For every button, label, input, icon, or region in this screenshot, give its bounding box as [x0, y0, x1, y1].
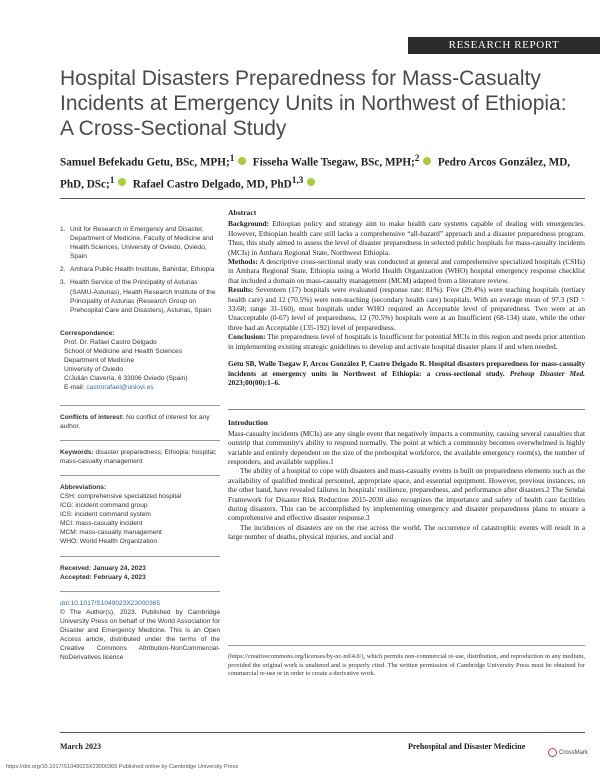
sidebar-divider — [60, 405, 220, 406]
affiliation-item: 2. Amhara Public Health Institute, Bahirdar, Ethiopia — [60, 266, 215, 274]
crossmark-icon — [548, 748, 557, 757]
article-type-banner: RESEARCH REPORT — [408, 37, 600, 54]
author-affiliation-sup: 1,3 — [291, 175, 304, 186]
correspondence: Correspondence: Prof. Dr. Rafael Castro Delgado School of Medicine and Health Sciences Department of Medicine University of Oviedo C/Julián Clavería, 6 33006 Oviedo (Spain) E-mail: castrorafael@uniovi.es — [60, 329, 188, 392]
main-column — [228, 208, 585, 542]
header-divider — [60, 198, 585, 199]
license-notice: (https://creativecommons.org/licenses/by-nc-nd/4.0/), which permits non-commercial re-use, distribution, and reproduction in any medium, provided the original work is unaltered and is properly cited. The written permission of Cambridge University Press must be obtained for commercial re-use or in order to create a derivative work. — [228, 645, 585, 679]
sidebar-divider — [60, 556, 220, 557]
doi-link[interactable]: doi:10.1017/S1049023X23000365 — [60, 599, 161, 607]
affiliation-item: 1. Unit for Research in Emergency and Disaster, Department of Medicine, Faculty of Medicine and Health Sciences, University of Oviedo, Oviedo, Spain — [60, 226, 214, 261]
author-name: Pedro Arcos González, MD, PhD, DSc; — [60, 156, 571, 191]
abbreviations: Abbreviations: CSH: comprehensive specialized hospital ICG: incident command group ICS: incident command system MCI: mass-casualty incident MCM: mass-casualty management WHO: World Health Organization — [60, 483, 220, 547]
orcid-icon[interactable] — [307, 178, 315, 186]
author-affiliation-sup: 1 — [109, 175, 115, 186]
sidebar-divider — [60, 591, 220, 592]
sidebar-divider — [60, 440, 220, 441]
footer-divider — [60, 732, 585, 733]
intro-paragraph: Mass-casualty incidents (MCIs) are any single event that negatively impacts a community, causing several casualties that outstrip that community's ability to respond normally. The point at which a community becomes overwhelmed is highly variable and entirely dependent on the size of the prehospital workforce, the available emergency room(s), the number of responders, and available supplies.1 — [228, 428, 585, 466]
citation: Getu SB, Walle Tsegaw F, Arcos González P, Castro Delgado R. Hospital disasters preparedness for mass-casualty incidents at emergency units in Northwest of Ethiopia: a cross-sectional study. Prehosp Disaster Med. 2023;00(00):1–6. — [228, 359, 585, 387]
abbreviation-item: ICS: incident command system — [60, 511, 151, 519]
abbreviation-item: MCM: mass-casualty management — [60, 529, 162, 537]
abstract-background: Background: Ethiopian policy and strategy aim to make health care systems capable of dealing with emergencies. However, Ethiopian health care still lacks a comprehensive “all-hazard” approach and a disaster preparedness program. Thus, this study aimed to assess the level of disaster preparedness in selected public hospitals for mass-casualty incidents (MCIs) in Amhara Regional State, Northwest Ethiopia. — [228, 219, 585, 257]
intro-paragraph: The incidences of disasters are on the rise across the world. The occurrence of catastrophic events will result in a large number of deaths, physical injuries, and social and — [228, 522, 585, 542]
orcid-icon[interactable] — [423, 157, 431, 165]
article-sidebar — [60, 225, 220, 662]
abstract-results: Results: Seventeen (17) hospitals were evaluated (response rate: 81%). Five (29.4%) were teaching hospitals (tertiary health care) and 12 (70.5%) were non-teaching (secondary health care) hospitals. With an average mean of 97.3 (SD = 33.68; range 31-160), most hospitals under WHO required an Acceptable level of preparedness. Two were at an Unacceptable (0-67) level of preparedness, 12 (70.5%) hospitals were at an Insufficient (68-134) state, while the other three had an Acceptable (135-192) level of preparedness. — [228, 285, 585, 332]
issue-date: March 2023 — [60, 742, 101, 751]
sidebar-divider — [60, 475, 220, 476]
intro-paragraph: The ability of a hospital to cope with disasters and mass-casualty events is built on preparedness elements such as the availability of qualified medical personnel, appropriate space, and essential equipment. However, previous instances, on the other hand, have revealed failures in hospitals' resilience, preparedness, and performance after disasters.2 The Sendai Framework for Disaster Risk Reduction 2015-2030 also recognizes the importance and safety of health care facilities during disasters. This can be accomplished by implementing emergency and disaster preparedness plans to ensure a comprehensive and effective disaster response.3 — [228, 466, 585, 523]
journal-name: Prehospital and Disaster Medicine — [408, 742, 526, 751]
copyright-notice: © The Author(s), 2023. Published by Cambridge University Press on behalf of the World Association for Disaster and Emergency Medicine. This is an Open Access article, distributed under the terms of the Creative Commons Attribution-NonCommercial-NoDerivatives licence — [60, 608, 220, 662]
crossmark-badge[interactable]: CrossMark — [548, 748, 588, 757]
author-name: Samuel Befekadu Getu, BSc, MPH; — [60, 156, 230, 169]
abbreviation-item: CSH: comprehensive specialized hospital — [60, 492, 182, 500]
email-link[interactable]: castrorafael@uniovi.es — [86, 384, 154, 392]
article-dates: Received: January 24, 2023 Accepted: February 4, 2023 — [60, 564, 146, 581]
author-name: Fisseha Walle Tsegaw, BSc, MPH; — [252, 156, 415, 169]
abstract-conclusion: Conclusion: The preparedness level of hospitals is Insufficient for potential MCIs in this region and needs prior attention in implementing existing strategic guidelines to develop and activate hospital disaster plans if and when needed. — [228, 332, 585, 351]
keywords: Keywords: disaster preparedness; Ethiopia; hospital; mass-casualty management — [60, 448, 217, 465]
abbreviation-item: ICG: incident command group — [60, 502, 148, 510]
author-affiliation-sup: 1 — [229, 154, 235, 164]
conflicts-of-interest: Conflicts of interest: No conflict of interest for any author. — [60, 413, 210, 430]
author-affiliation-sup: 2 — [414, 154, 420, 164]
affiliation-item: 3. Health Service of the Principality of Asturias (SAMU-Asturias), Health Research Institute of the Principality of Asturias (Research Group on Prehospital Care and Disasters), Asturias, Spain — [60, 279, 216, 314]
abstract-heading: Abstract — [228, 208, 257, 217]
orcid-icon[interactable] — [118, 178, 126, 186]
doi-footer-bar[interactable]: https://doi.org/10.1017/S1049023X23000365 Published online by Cambridge University Press — [6, 764, 239, 770]
abbreviation-item: WHO: World Health Organization — [60, 538, 157, 546]
abstract-methods: Methods: A descriptive cross-sectional study was conducted at general and comprehensive specialized hospitals (CSHs) in Amhara Regional State, Ethiopia using a World Health Organization (WHO) hospital emergency response checklist that included a domain on mass-casualty management (MCM) adapted from a literature review. — [228, 257, 585, 285]
author-name: Rafael Castro Delgado, MD, PhD — [132, 178, 292, 191]
article-title: Hospital Disasters Preparedness for Mass-Casualty Incidents at Emergency Units in Northwest of Ethiopia: A Cross-Sectional Study — [60, 67, 567, 140]
section-divider — [228, 409, 585, 410]
abbreviation-item: MCI: mass-casualty incident — [60, 520, 143, 528]
orcid-icon[interactable] — [238, 157, 246, 165]
author-list — [60, 150, 590, 193]
introduction-heading: Introduction — [228, 418, 268, 428]
